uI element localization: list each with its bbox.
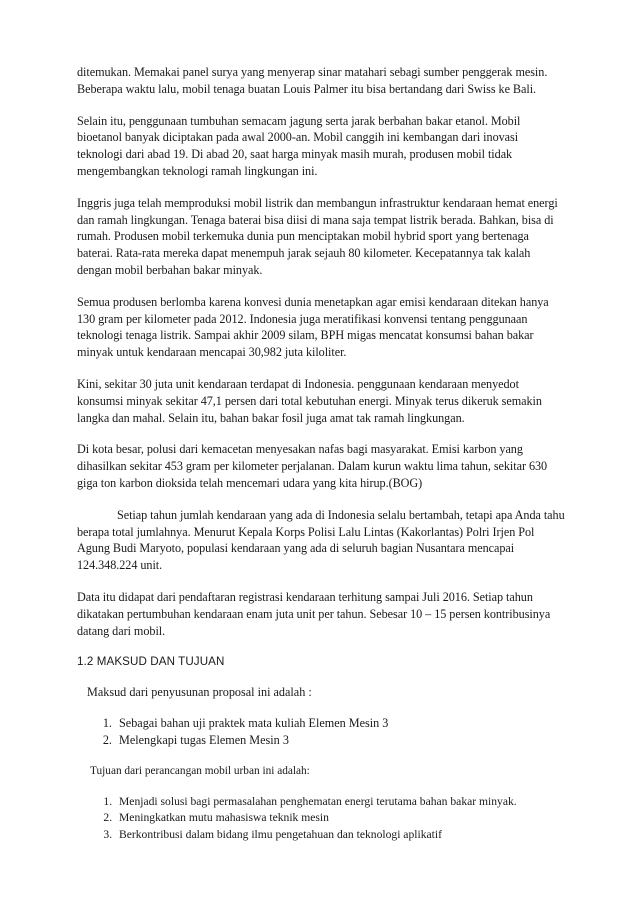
list-item: 2. Meningkatkan mutu mahasiswa teknik mesin	[115, 810, 565, 827]
paragraph-data-registrasi: Data itu didapat dari pendaftaran registrasi kendaraan terhitung sampai Juli 2016. Setiap tahun dikatakan pertumbuhan kendaraan enam juta unit per tahun. Sebesar 10 – 15 persen kontribusinya datang dari mobil.	[77, 589, 551, 638]
paragraph-populasi-kendaraan: Setiap tahun jumlah kendaraan yang ada di Indonesia selalu bertambah, tetapi apa Anda tahu berapa total jumlahnya. Menurut Kepala Korps Polisi Lalu Lintas (Kakorlantas) Polri Irjen Pol Agung Budi Maryoto, populasi kendaraan yang ada di seluruh bagian Nusantara mencapai 124.348.224 unit.	[77, 507, 565, 573]
paragraph-intro-continuation: ditemukan. Memakai panel surya yang menyerap sinar matahari sebagi sumber penggerak mesin. Beberapa waktu lalu, mobil tenaga buatan Louis Palmer itu bisa bertandang dari Swiss ke Bali.	[77, 65, 548, 96]
list-item: 1. Menjadi solusi bagi permasalahan penghematan energi terutama bahan bakar minyak.	[115, 794, 565, 811]
paragraph-kendaraan-indonesia: Kini, sekitar 30 juta unit kendaraan terdapat di Indonesia. penggunaan kendaraan menyedot konsumsi minyak sekitar 47,1 persen dari total kebutuhan energi. Minyak terus dikeruk semakin langka dan mahal. Selain itu, bahan bakar fosil juga amat tak ramah lingkungan.	[77, 376, 542, 425]
list-item: 2. Melengkapi tugas Elemen Mesin 3	[115, 732, 565, 749]
paragraph-emisi-produsen: Semua produsen berlomba karena konvesi dunia menetapkan agar emisi kendaraan ditekan hanya 130 gram per kilometer pada 2012. Indonesia juga meratifikasi konvensi tentang penggunaan teknologi tenaga listrik. Sampai akhir 2009 silam, BPH migas mencatat konsumsi bahan bakar minyak untuk kendaraan mencapai 30,982 juta kiloliter.	[77, 294, 549, 360]
list-item: 3. Berkontribusi dalam bidang ilmu pengetahuan dan teknologi aplikatif	[115, 827, 565, 844]
list-item: 1. Sebagai bahan uji praktek mata kuliah Elemen Mesin 3	[115, 715, 565, 732]
page-content	[77, 64, 565, 857]
paragraph-inggris: Inggris juga telah memproduksi mobil listrik dan membangun infrastruktur kendaraan hemat energi dan ramah lingkungan. Tenaga baterai bisa diisi di mana saja tempat listrik berada. Bahkan, bisa di rumah. Produsen mobil terkemuka dunia pun menciptakan mobil hybrid sport yang bertenaga baterai. Rata-rata mereka dapat menempuh jarak sejauh 80 kilometer. Kecepatannya tak kalah dengan mobil berbahan bakar minyak.	[77, 195, 558, 277]
tujuan-list	[77, 794, 565, 844]
paragraph-bioetanol: Selain itu, penggunaan tumbuhan semacam jagung serta jarak berbahan bakar etanol. Mobil bioetanol banyak diciptakan pada awal 2000-an. Mobil canggih ini kembangan dari inovasi teknologi dari abad 19. Di abad 20, saat harga minyak masih murah, produsen mobil tidak mengembangkan teknologi ramah lingkungan ini.	[77, 113, 521, 178]
maksud-list	[77, 715, 565, 749]
section-heading: 1.2 MAKSUD DAN TUJUAN	[77, 655, 225, 669]
paragraph-polusi-kota: Di kota besar, polusi dari kemacetan menyesakan nafas bagi masyarakat. Emisi karbon yang dihasilkan sekitar 453 gram per kilometer perjalanan. Dalam kurun waktu lima tahun, sekitar 630 giga ton karbon dioksida telah mencemari udara yang kita hirup.(BOG)	[77, 442, 548, 490]
tujuan-intro: Tujuan dari perancangan mobil urban ini adalah:	[90, 764, 310, 777]
maksud-intro: Maksud dari penyusunan proposal ini adalah :	[87, 685, 312, 700]
